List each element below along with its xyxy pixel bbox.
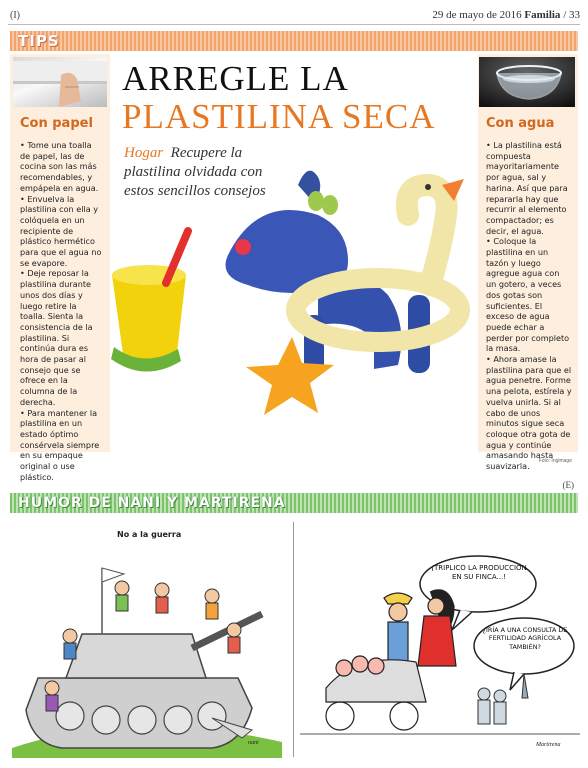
humor-section-title: HUMOR DE NANI Y MARTIRENA [18, 495, 286, 511]
fertility-cartoon [300, 548, 580, 758]
list-item: • Tome una toalla de papel, las de cocina son las más recomendables, y empápela en agua. [20, 140, 99, 193]
page-header [432, 9, 580, 21]
list-item: • Envuelva la plastilina con ella y colóquela en un recipiente de plástico hermético para que el agua no se evapore. [20, 193, 102, 268]
tips-section-bar [10, 31, 578, 51]
couple-with-pram-icon [326, 590, 456, 730]
headline-line-2: PLASTILINA SECA [122, 97, 436, 136]
article-headline [122, 60, 436, 136]
speech-bubble-1: ¡TRIPLICÓ LA PRODUCCIÓN EN SU FINCA...! [431, 564, 527, 581]
headline-line-1: ARREGLE LA [122, 59, 349, 98]
list-item: • Coloque la plastilina en un tazón y luego agregue agua con un gotero, a veces dos gotas son suficientes. El exceso de agua puede echar a perder por completo la masa. [486, 236, 570, 354]
paper-towel-photo [13, 57, 107, 107]
header-rule [8, 24, 580, 25]
list-item: • Para mantener la plastilina en un estado óptimo consérvela siempre en su empaque original o use plástico. [20, 407, 100, 482]
water-bowl-photo [479, 57, 575, 107]
left-bullets [20, 140, 104, 483]
plasticine-figures-illustration [108, 165, 476, 455]
kicker: Hogar [124, 145, 164, 161]
yellow-bucket-icon [111, 231, 188, 372]
speech-bubble-2: ¿IRÍA A UNA CONSULTA DE FERTILIDAD AGRÍCOLA TAMBIÉN? [482, 626, 568, 651]
humor-section-bar [10, 493, 578, 513]
tips-section-title: TIPS [18, 32, 60, 50]
glass-bowl-icon [479, 57, 575, 107]
deck-text: Recupere la plastilina olvidada con estos sencillos consejos [124, 145, 266, 199]
cartoon-2-signature: Martirena [536, 742, 561, 748]
right-heading: Con agua [486, 116, 555, 131]
page-marker: (I) [10, 10, 20, 21]
cartoon-1-title: No a la guerra [117, 530, 182, 539]
cartoon-1-signature: nani [248, 740, 259, 746]
page-number: / 33 [563, 9, 580, 21]
photo-credit: Foto: Ingimage [538, 458, 572, 464]
list-item: • La plastilina está compuesta mayoritariamente por agua, sal y harina. Así que para repararla hay que recurrir al elemento compactador; es decir, el agua. [486, 140, 568, 236]
tank-children-cartoon [12, 548, 282, 758]
hand-with-towel-icon [13, 57, 107, 107]
cartoon-divider [293, 522, 294, 757]
tank-icon [26, 568, 262, 748]
header-date: 29 de mayo de 2016 [432, 9, 522, 21]
right-bullets [486, 140, 572, 472]
publication-name: Familia [524, 9, 561, 21]
left-heading: Con papel [20, 116, 93, 131]
list-item: • Deje reposar la plastilina durante unos dos días y luego retire la toalla. Sienta la consistencia de la plastilina. Si continúa dura es hora de pasar al consejo que se ofrece en la columna de la derecha. [20, 268, 93, 407]
list-item: • Ahora amase la plastilina para que el agua penetre. Forme una pelota, estírela y vuelva unirla. Si al cabo de unos minutos sigue seca coloque otra gota de agua y continúe amasando hasta suavizarla. [486, 354, 572, 472]
section-marker: (E) [562, 480, 574, 490]
